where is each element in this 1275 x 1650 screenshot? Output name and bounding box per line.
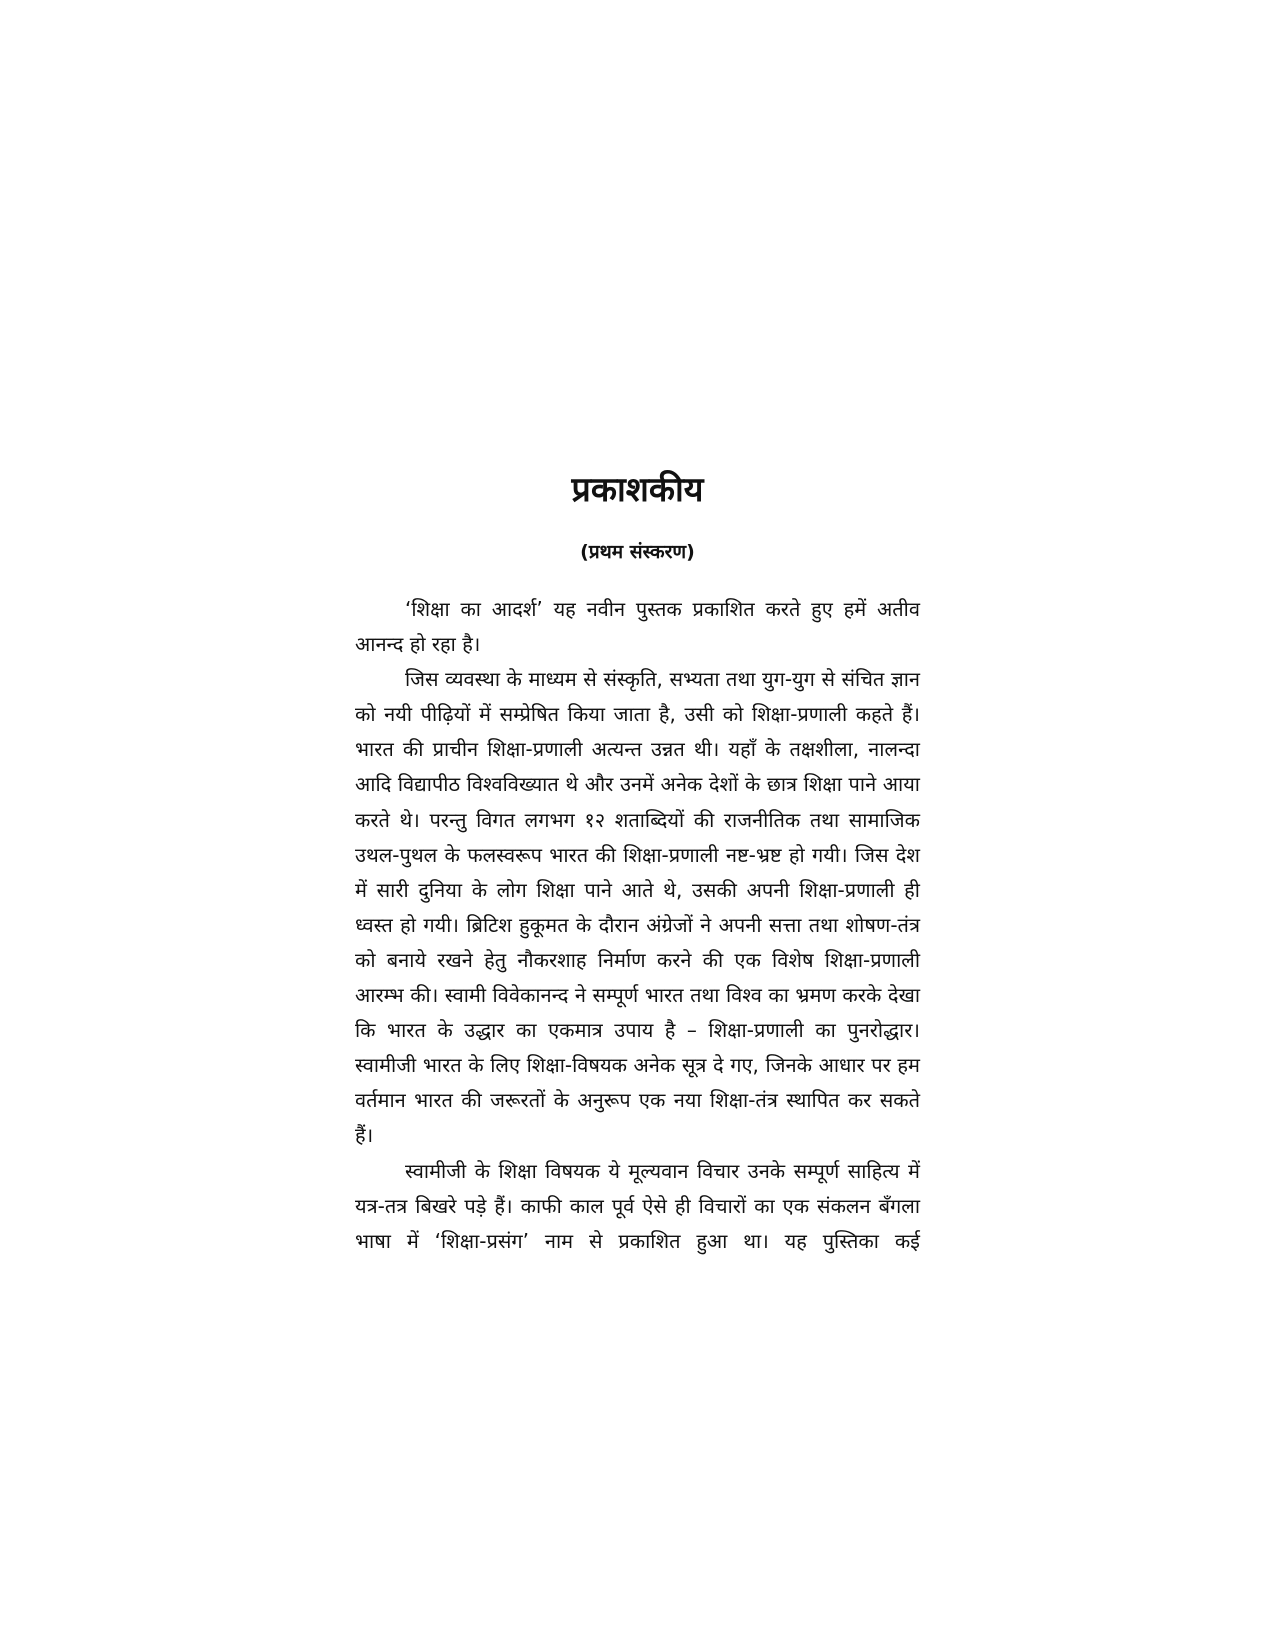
page-title: प्रकाशकीय xyxy=(571,470,704,510)
body-text xyxy=(355,592,920,1259)
paragraph-2: जिस व्यवस्था के माध्यम से संस्कृति, सभ्यता तथा युग-युग से संचित ज्ञान को नयी पीढ़ियों में सम्प्रेषित किया जाता है, उसी को शिक्षा-प्रणाली कहते हैं। भारत की प्राचीन शिक्षा-प्रणाली अत्यन्त उन्नत थी। यहाँ के तक्षशीला, नालन्दा आदि विद्यापीठ विश्वविख्यात थे और उनमें अनेक देशों के छात्र शिक्षा पाने आया करते थे। परन्तु विगत लगभग १२ शताब्दियों की राजनीतिक तथा सामाजिक उथल-पुथल के फलस्वरूप भारत की शिक्षा-प्रणाली नष्ट-भ्रष्ट हो गयी। जिस देश में सारी दुनिया के लोग शिक्षा पाने आते थे, उसकी अपनी शिक्षा-प्रणाली ही ध्वस्त हो गयी। ब्रिटिश हुकूमत के दौरान अंग्रेजों ने अपनी सत्ता तथा शोषण-तंत्र को बनाये रखने हेतु नौकरशाह निर्माण करने की एक विशेष शिक्षा-प्रणाली आरम्भ की। स्वामी विवेकानन्द ने सम्पूर्ण भारत तथा विश्व का भ्रमण करके देखा कि भारत के उद्धार का एकमात्र उपाय है – शिक्षा-प्रणाली का पुनरोद्धार। स्वामीजी भारत के लिए शिक्षा-विषयक अनेक सूत्र दे गए, जिनके आधार पर हम वर्तमान भारत की जरूरतों के अनुरूप एक नया शिक्षा-तंत्र स्थापित कर सकते हैं। xyxy=(355,667,920,1148)
page-subtitle: (प्रथम संस्करण) xyxy=(580,541,695,563)
paragraph-1: ‘शिक्षा का आदर्श’ यह नवीन पुस्तक प्रकाशित करते हुए हमें अतीव आनन्द हो रहा है। xyxy=(355,597,920,657)
paragraph-3: स्वामीजी के शिक्षा विषयक ये मूल्यवान विचार उनके सम्पूर्ण साहित्य में यत्र-तत्र बिखरे पड़े हैं। काफी काल पूर्व ऐसे ही विचारों का एक संकलन बँगला भाषा में ‘शिक्षा-प्रसंग’ नाम से प्रकाशित हुआ था। यह पुस्तिका कई xyxy=(355,1158,920,1253)
